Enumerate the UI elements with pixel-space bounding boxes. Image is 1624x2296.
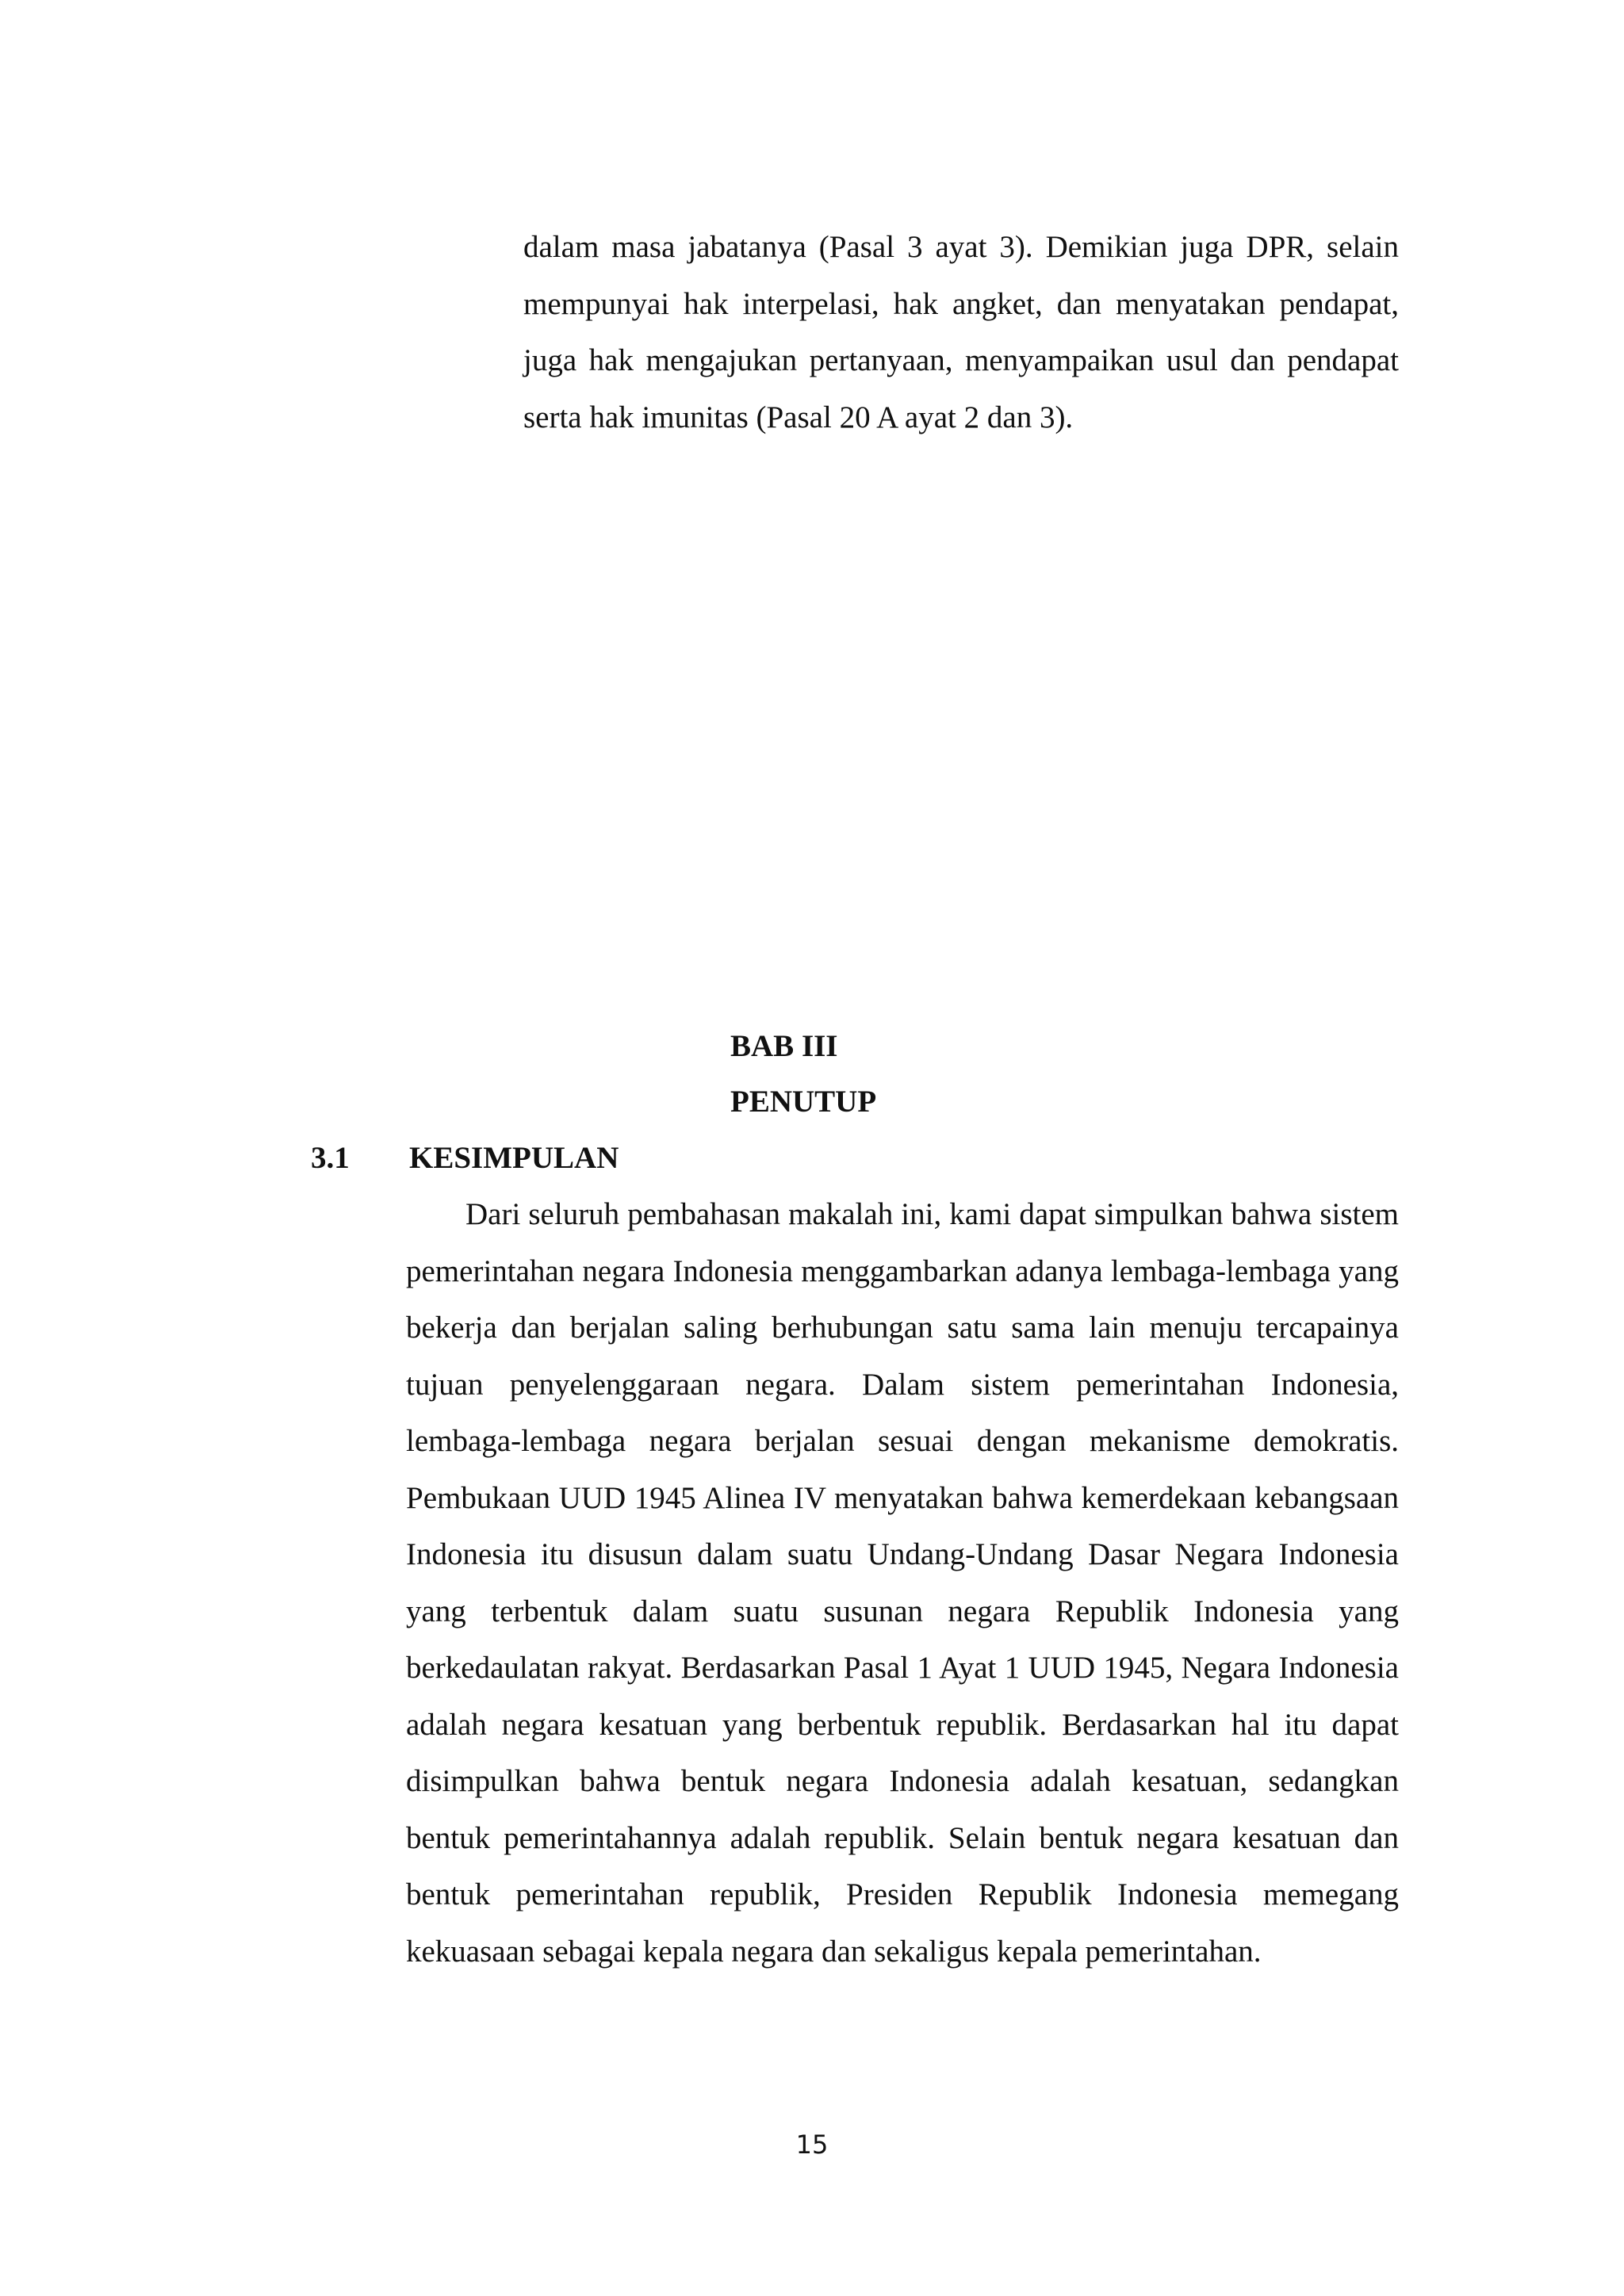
section-title: KESIMPULAN — [409, 1141, 619, 1175]
page-number: 15 — [795, 2130, 829, 2160]
chapter-number: BAB III — [730, 1029, 838, 1063]
continuation-paragraph: dalam masa jabatanya (Pasal 3 ayat 3). Demikian juga DPR, selain mempunyai hak interpelasi, hak angket, dan menyatakan pendapat, juga hak mengajukan pertanyaan, menyampaikan usul dan pendapat serta hak imunitas (Pasal 20 A ayat 2 dan 3). — [523, 230, 1399, 434]
section-number: 3.1 — [311, 1141, 350, 1175]
chapter-title: PENUTUP — [730, 1085, 877, 1119]
conclusion-paragraph: Dari seluruh pembahasan makalah ini, kami dapat simpulkan bahwa sistem pemerintahan negara Indonesia menggambarkan adanya lembaga-lembaga yang bekerja dan berjalan saling berhubungan satu sama lain menuju tercapainya tujuan penyelenggaraan negara. Dalam sistem pemerintahan Indonesia, lembaga-lembaga negara berjalan sesuai dengan mekanisme demokratis. Pembukaan UUD 1945 Alinea IV menyatakan bahwa kemerdekaan kebangsaan Indonesia itu disusun dalam suatu Undang-Undang Dasar Negara Indonesia yang terbentuk dalam suatu susunan negara Republik Indonesia yang berkedaulatan rakyat. Berdasarkan Pasal 1 Ayat 1 UUD 1945, Negara Indonesia adalah negara kesatuan yang berbentuk republik. Berdasarkan hal itu dapat disimpulkan bahwa bentuk negara Indonesia adalah kesatuan, sedangkan bentuk pemerintahannya adalah republik. Selain bentuk negara kesatuan dan bentuk pemerintahan republik, Presiden Republik Indonesia memegang kekuasaan sebagai kepala negara dan sekaligus kepala pemerintahan. — [406, 1197, 1399, 1969]
